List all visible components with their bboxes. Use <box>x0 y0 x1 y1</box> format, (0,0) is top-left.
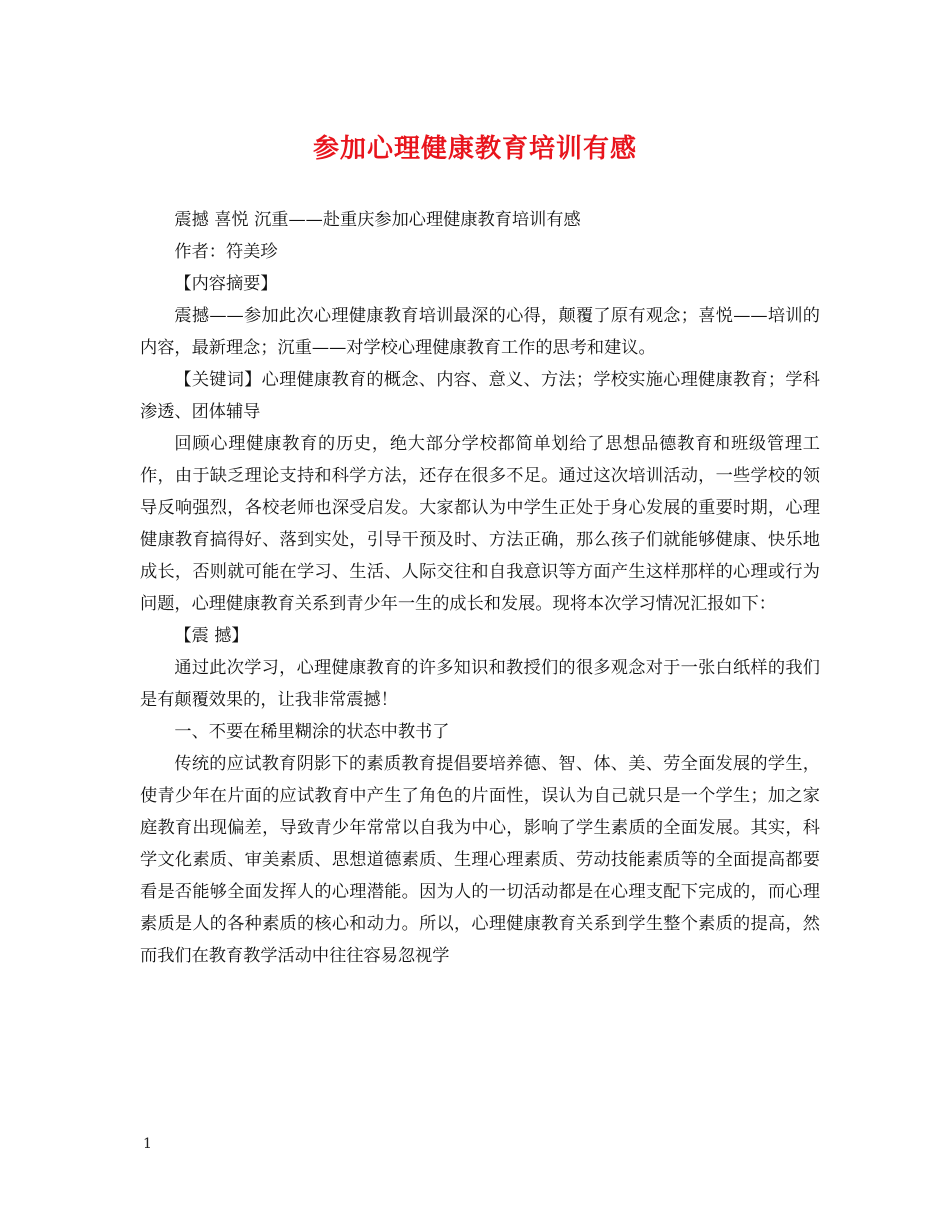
abstract-paragraph: 震撼——参加此次心理健康教育培训最深的心得，颠覆了原有观念；喜悦——培训的内容，最新理念；沉重——对学校心理健康教育工作的思考和建议。 <box>140 306 820 358</box>
subsection-heading-1: 一、不要在稀里糊涂的状态中教书了 <box>174 722 450 742</box>
document-title: 参加心理健康教育培训有感 <box>312 134 637 164</box>
body-paragraph-intro: 回顾心理健康教育的历史，绝大部分学校都简单划给了思想品德教育和班级管理工作，由于缺乏理论支持和科学方法，还存在很多不足。通过这次培训活动，一些学校的领导反响强烈，各校老师也深受启发。大家都认为中学生正处于身心发展的重要时期，心理健康教育搞得好、落到实处，引导干预及时、方法正确，那么孩子们就能够健康、快乐地成长，否则就可能在学习、生活、人际交往和自我意识等方面产生这样那样的心理或行为问题，心理健康教育关系到青少年一生的成长和发展。现将本次学习情况汇报如下： <box>140 434 820 614</box>
subtitle-line: 震撼 喜悦 沉重——赴重庆参加心理健康教育培训有感 <box>174 210 581 230</box>
keywords-paragraph: 【关键词】心理健康教育的概念、内容、意义、方法；学校实施心理健康教育；学科渗透、团体辅导 <box>140 370 820 422</box>
document-body <box>140 204 820 972</box>
page-number: 1 <box>143 1136 152 1152</box>
section-heading-shock: 【震 撼】 <box>174 626 249 646</box>
body-paragraph-shock: 通过此次学习，心理健康教育的许多知识和教授们的很多观念对于一张白纸样的我们是有颠覆效果的，让我非常震撼！ <box>140 658 820 710</box>
abstract-heading: 【内容摘要】 <box>174 274 278 294</box>
author-line: 作者：符美珍 <box>174 242 278 262</box>
body-paragraph-subsection-1: 传统的应试教育阴影下的素质教育提倡要培养德、智、体、美、劳全面发展的学生，使青少年在片面的应试教育中产生了角色的片面性，误认为自己就只是一个学生；加之家庭教育出现偏差，导致青少年常常以自我为中心，影响了学生素质的全面发展。其实，科学文化素质、审美素质、思想道德素质、生理心理素质、劳动技能素质等的全面提高都要看是否能够全面发挥人的心理潜能。因为人的一切活动都是在心理支配下完成的，而心理素质是人的各种素质的核心和动力。所以，心理健康教育关系到学生整个素质的提高，然而我们在教育教学活动中往往容易忽视学 <box>140 754 820 966</box>
